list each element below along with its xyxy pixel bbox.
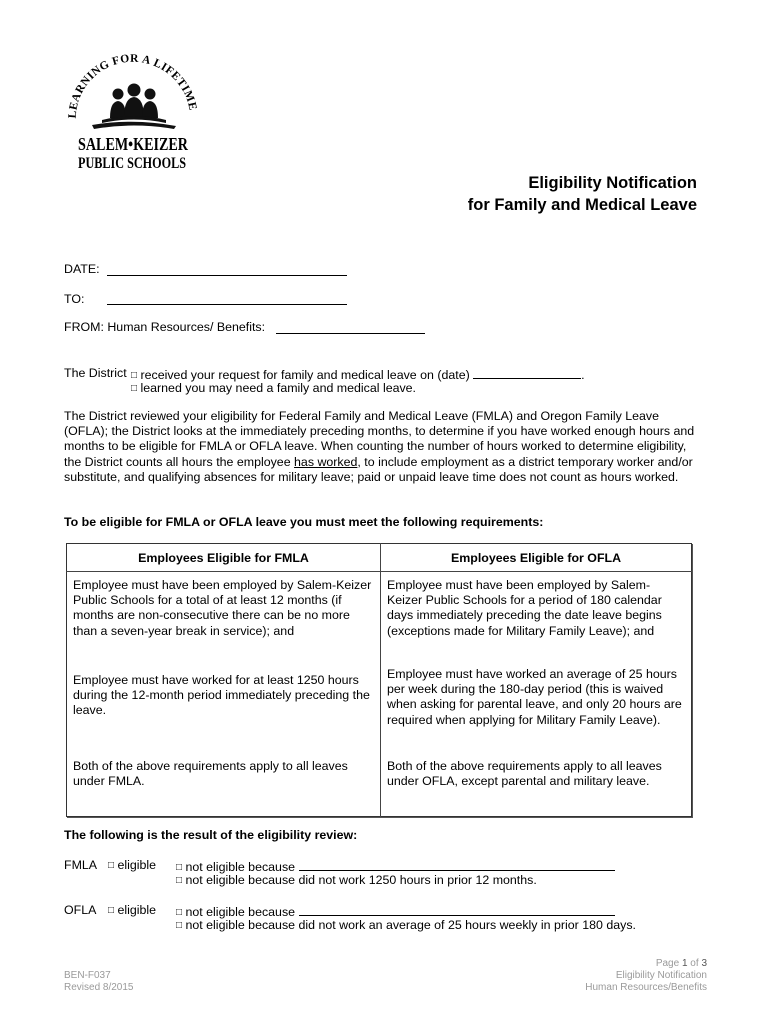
logo-name-line2: PUBLIC SCHOOLS [78, 155, 187, 172]
form-id: BEN-F037 [64, 970, 111, 981]
ofla-not-eligible-checkbox[interactable]: □ [176, 907, 183, 918]
fmla-hours-option [176, 873, 537, 887]
ofla-eligible-checkbox[interactable]: □ [108, 905, 115, 916]
to-label: TO: [64, 292, 85, 306]
ofla-hours-label: not eligible because did not work an average of 25 hours weekly in prior 180 days. [185, 918, 636, 932]
salem-keizer-logo [62, 46, 202, 176]
fmla-hours-checkbox[interactable]: □ [176, 875, 183, 886]
fmla-result-label: FMLA [64, 858, 98, 872]
page-current: 1 [681, 958, 688, 969]
received-label: received your request for family and medical leave on (date) [140, 368, 470, 382]
table-row [67, 572, 692, 662]
date-input-line[interactable] [107, 262, 347, 276]
page-total: 3 [701, 958, 707, 969]
date-field [64, 262, 100, 276]
request-prefix: The District [64, 366, 127, 380]
document-title-line2: for Family and Medical Leave [467, 196, 697, 214]
fmla-not-eligible-checkbox[interactable]: □ [176, 862, 183, 873]
request-option2 [131, 381, 416, 395]
ofla-not-eligible-label: not eligible because [185, 905, 296, 919]
request-option1 [131, 366, 585, 382]
fmla-employment-requirement: Employee must have been employed by Salem-Keizer Public Schools for a total of at least 12 months (if months are non-consecutive there can be no more than a seven-year break in service); and [67, 572, 381, 662]
ofla-hours-requirement: Employee must have worked an average of 25 hours per week during the 180-day period (this is waived when asking for parental leave, and only 20 hours are required when applying for Military Family Leave). [387, 667, 682, 727]
from-field [64, 320, 265, 334]
from-input-line[interactable] [276, 320, 425, 334]
ofla-hours-checkbox[interactable]: □ [176, 920, 183, 931]
explanation-text-1: The District reviewed your eligibility for Federal Family and Medical Leave (FMLA) and Oregon Family Leave (OFLA); the District looks at the immediately preceding months, to determine if you have worked enough hours and months to be eligible for FMLA or OFLA leave. When counting the number of hours worked to determine eligibility, the District counts all hours the employee [64, 409, 695, 469]
ofla-column-header: Employees Eligible for OFLA [381, 544, 692, 572]
document-title-line1: Eligibility Notification [528, 174, 697, 192]
table-header-row [67, 544, 692, 572]
ofla-eligible-option [108, 903, 156, 917]
ofla-result-label: OFLA [64, 903, 97, 917]
fmla-not-eligible-label: not eligible because [185, 860, 296, 874]
footer-right [585, 958, 707, 994]
learned-label: learned you may need a family and medical leave. [140, 381, 417, 395]
request-line1 [64, 366, 127, 380]
footer-doc-name: Eligibility Notification [615, 970, 707, 981]
explanation-underlined-text: has worked [294, 454, 358, 469]
request-date-input-line[interactable] [473, 366, 581, 379]
logo-arc-text: LEARNING FOR A LIFETIME [66, 52, 199, 119]
ofla-reason-input-line[interactable] [299, 903, 615, 916]
fmla-applicability: Both of the above requirements apply to all leaves under FMLA. [67, 756, 381, 817]
received-checkbox[interactable]: □ [131, 370, 138, 381]
explanation-text-2: , to include employment as a district temporary worker and/or substitute, and qualifying absences for military leave; paid or unpaid leave time does not count as hours worked. [64, 454, 693, 484]
page-prefix: Page [655, 958, 682, 969]
ofla-not-eligible-option [176, 903, 615, 919]
to-field [64, 292, 84, 306]
page-number [585, 958, 707, 970]
ofla-eligible-label: eligible [117, 903, 157, 917]
eligibility-explanation [64, 409, 704, 485]
ofla-applicability: Both of the above requirements apply to all leaves under OFLA, except parental and military leave. [387, 759, 662, 789]
logo-people-icon [92, 84, 176, 130]
fmla-column-header: Employees Eligible for FMLA [67, 544, 381, 572]
revision-date: Revised 8/2015 [64, 982, 134, 993]
learned-checkbox[interactable]: □ [131, 383, 138, 394]
fmla-eligible-label: eligible [117, 858, 157, 872]
fmla-reason-input-line[interactable] [299, 858, 615, 871]
ofla-hours-option [176, 918, 636, 932]
footer-department: Human Resources/Benefits [585, 982, 707, 993]
logo-name-line1: SALEM•KEIZER [78, 134, 189, 154]
fmla-hours-label: not eligible because did not work 1250 hours in prior 12 months. [185, 873, 537, 887]
table-row [67, 661, 692, 756]
request-period: . [581, 368, 585, 382]
to-input-line[interactable] [107, 291, 347, 305]
page-of: of [687, 958, 702, 969]
table-row [67, 756, 692, 817]
fmla-hours-requirement: Employee must have worked for at least 1250 hours during the 12-month period immediately preceding the leave. [67, 661, 381, 756]
date-label: DATE: [64, 262, 100, 276]
ofla-employment-requirement: Employee must have been employed by Salem-Keizer Public Schools for a period of 180 calendar days immediately preceding the date leave begins (exceptions made for Military Family Leave); and [387, 578, 662, 638]
from-label: FROM: Human Resources/ Benefits: [64, 320, 266, 334]
requirements-heading: To be eligible for FMLA or OFLA leave you must meet the following requirements: [64, 515, 544, 529]
requirements-table [66, 543, 692, 817]
footer-left [64, 970, 134, 994]
result-heading: The following is the result of the eligibility review: [64, 828, 358, 842]
fmla-eligible-checkbox[interactable]: □ [108, 860, 115, 871]
fmla-not-eligible-option [176, 858, 615, 874]
fmla-eligible-option [108, 858, 156, 872]
